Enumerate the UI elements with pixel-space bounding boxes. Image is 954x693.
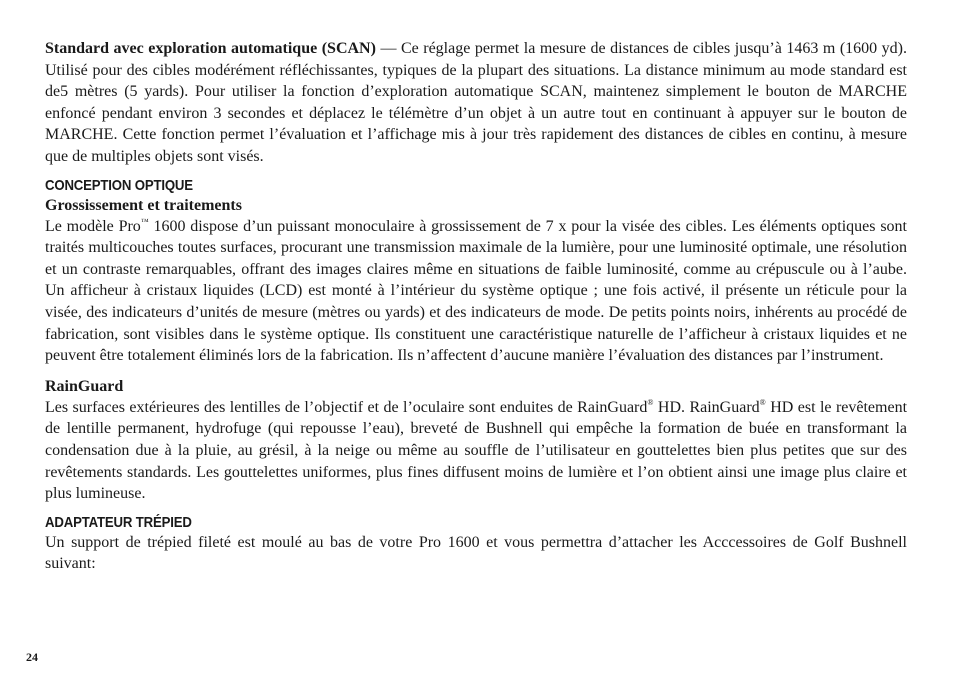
tripod-heading-wrap (45, 513, 907, 532)
optics-heading-wrap (45, 176, 907, 195)
tripod-heading: ADAPTATEUR TRÉPIED (45, 513, 192, 531)
page-number: 24 (26, 650, 38, 664)
document-page (45, 38, 907, 575)
registered-symbol-2: ® (759, 397, 766, 407)
rainguard-text-b: HD. RainGuard (653, 398, 760, 416)
scan-label: Standard avec exploration automatique (SCAN) (45, 40, 376, 57)
rainguard-title: RainGuard (45, 377, 124, 395)
magnification-title: Grossissement et traitements (45, 196, 242, 214)
trademark-symbol: ™ (140, 216, 149, 226)
rainguard-paragraph (45, 397, 907, 505)
magnification-text-a: Le modèle Pro (45, 217, 141, 235)
scan-paragraph (45, 38, 907, 168)
optics-heading: CONCEPTION OPTIQUE (45, 176, 193, 194)
magnification-paragraph (45, 216, 907, 367)
rainguard-text-c: HD est le revêtement de lentille permanent, hydrofuge (qui repousse l’eau), breveté de Bushnell qui empêche la formation de buée en transformant la condensation due à la pluie, au grésil, à la neige ou même au souffle de l’utilisateur en gouttelettes bien plus petites que sur des revêtements standards. Les gouttelettes uniformes, plus fines diffusent moins de lumière et l’on obtient ainsi une image plus claire et plus lumineuse. (45, 398, 908, 503)
magnification-text-b: 1600 dispose d’un puissant monoculaire à grossissement de 7 x pour la visée des cibles. Les éléments optiques sont traités multicouches toutes surfaces, procurant une transmission maximale de la lumière, pour une luminosité optimale, une résolution et un contraste remarquables, offrant des images claires même en situations de faible luminosité, comme au crépuscule ou à l’aube. Un afficheur à cristaux liquides (LCD) est monté à l’intérieur du système optique ; une fois activé, il présente un réticule pour la visée, des indicateurs d’unités de mesure (mètres ou yards) et des indicateurs de mode. De petits points noirs, inhérents au procédé de fabrication, sont visibles dans le système optique. Ils constituent une caractéristique naturelle de l’afficheur à cristaux liquides et ne peuvent être totalement éliminés lors de la fabrication. Ils n’affectent d’aucune manière l’évaluation des distances par l’instrument. (45, 217, 907, 365)
scan-text: — Ce réglage permet la mesure de distances de cibles jusqu’à 1463 m (1600 yd). Utilisé pour des cibles modérément réfléchissantes, typiques de la plupart des situations. La distance minimum au mode standard est de5 mètres (5 yards). Pour utiliser la fonction d’exploration automatique SCAN, maintenez simplement le bouton de MARCHE enfoncé pendant environ 3 secondes et déplacez le télémètre d’un objet à un autre tout en continuant à appuyer sur le bouton de MARCHE. Cette fonction permet l’évaluation et l’affichage mis à jour très rapidement des distances de cibles en continu, à mesure que de multiples objets sont visés. (45, 40, 907, 165)
tripod-paragraph: Un support de trépied fileté est moulé au bas de votre Pro 1600 et vous permettra d’attacher les Acccessoires de Golf Bushnell suivant: (45, 533, 907, 573)
registered-symbol-1: ® (647, 397, 654, 407)
rainguard-text-a: Les surfaces extérieures des lentilles de l’objectif et de l’oculaire sont enduites de RainGuard (45, 398, 648, 416)
